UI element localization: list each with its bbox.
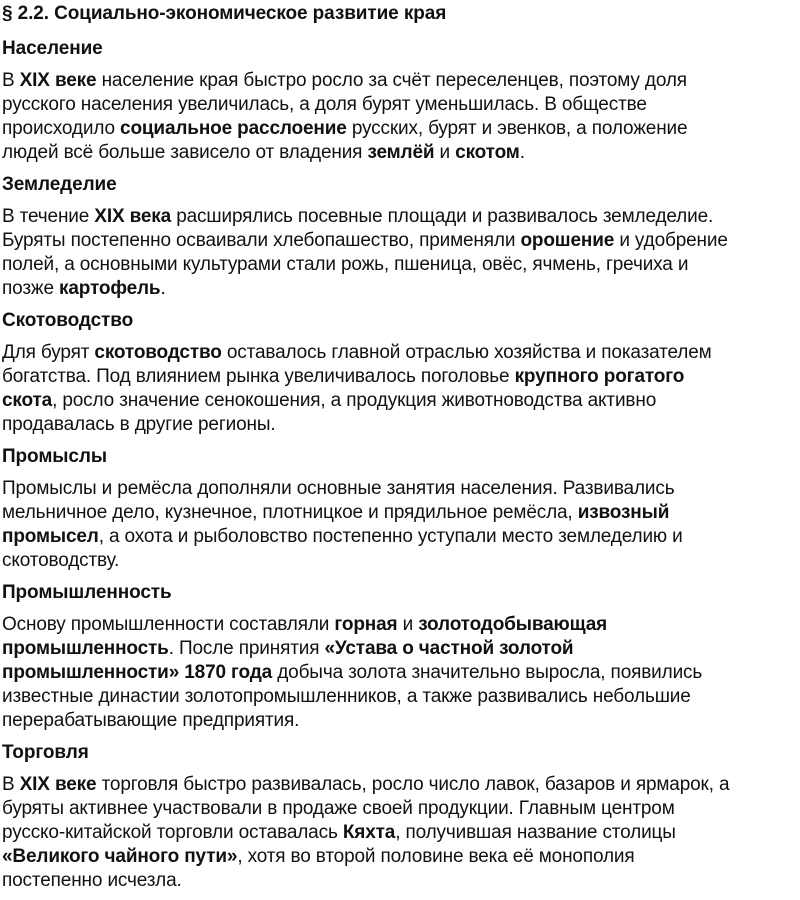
- text-run: расширялись посевные площади и развивалось земледелие.: [171, 206, 714, 227]
- text-run: русских, бурят и эвенков, а положение: [346, 118, 688, 139]
- text-run: полей, а основными культурами стали рожь, пшеница, овёс, ячмень, гречиха и: [2, 254, 689, 275]
- bold-term: скота: [2, 390, 53, 411]
- text-run: постепенно исчезла.: [2, 870, 182, 891]
- section-heading: Население: [2, 38, 103, 59]
- section-heading: Земледелие: [2, 174, 117, 195]
- paragraph-line: [2, 229, 800, 253]
- sections-container: [2, 37, 800, 893]
- text-run: . После принятия: [168, 638, 325, 659]
- section-paragraph: [2, 773, 800, 893]
- text-run: происходило: [2, 118, 121, 139]
- paragraph-line: [2, 277, 800, 301]
- paragraph-line: [2, 69, 800, 93]
- text-run: и удобрение: [614, 230, 728, 251]
- section-paragraph: [2, 205, 800, 301]
- text-run: и: [434, 142, 456, 163]
- text-run: население края быстро росло за счёт переселенцев, поэтому доля: [96, 70, 687, 91]
- text-run: торговля быстро развивалась, росло число лавок, базаров и ярмарок, а: [96, 774, 730, 795]
- text-run: .: [519, 142, 525, 163]
- bold-term: скотоводство: [94, 342, 222, 363]
- text-run: русско-китайской торговли оставалась: [2, 822, 343, 843]
- paragraph-line: [2, 501, 800, 525]
- paragraph-line: [2, 525, 800, 549]
- text-run: Для бурят: [2, 342, 95, 363]
- section-paragraph: [2, 613, 800, 733]
- bold-term: золотодобывающая: [418, 614, 608, 635]
- section-heading: Промыслы: [2, 446, 107, 467]
- paragraph-line: [2, 205, 800, 229]
- section: [2, 309, 800, 437]
- text-run: позже: [2, 278, 60, 299]
- paragraph-line: [2, 685, 800, 709]
- section: [2, 173, 800, 301]
- bold-term: Кяхта: [342, 822, 396, 843]
- document-title: § 2.2. Социально-экономическое развитие края: [2, 3, 447, 24]
- section: [2, 445, 800, 573]
- section-heading: Промышленность: [2, 582, 172, 603]
- bold-term: орошение: [520, 230, 615, 251]
- text-run: , а охота и рыболовство постепенно уступали место земледелию и: [98, 526, 683, 547]
- bold-term: «Устава о частной золотой: [324, 638, 574, 659]
- paragraph-line: [2, 613, 800, 637]
- text-run: добыча золота значительно выросла, появились: [272, 662, 703, 683]
- bold-term: промысел: [2, 526, 99, 547]
- paragraph-line: [2, 637, 800, 661]
- text-run: Буряты постепенно осваивали хлебопашество, применяли: [2, 230, 521, 251]
- bold-term: XIX века: [94, 206, 172, 227]
- paragraph-line: [2, 773, 800, 797]
- bold-term: XIX веке: [19, 774, 97, 795]
- section: [2, 37, 800, 165]
- text-run: мельничное дело, кузнечное, плотницкое и прядильное ремёсла,: [2, 502, 578, 523]
- bold-term: картофель: [59, 278, 161, 299]
- section-paragraph: [2, 341, 800, 437]
- paragraph-line: [2, 117, 800, 141]
- paragraph-line: [2, 821, 800, 845]
- text-run: перерабатывающие предприятия.: [2, 710, 300, 731]
- paragraph-line: [2, 869, 800, 893]
- bold-term: промышленность: [2, 638, 169, 659]
- bold-term: скотом: [455, 142, 520, 163]
- section: [2, 581, 800, 733]
- paragraph-line: [2, 797, 800, 821]
- bold-term: XIX веке: [19, 70, 97, 91]
- section-paragraph: [2, 477, 800, 573]
- text-run: В: [2, 70, 20, 91]
- text-run: богатства. Под влиянием рынка увеличивалось поголовье: [2, 366, 515, 387]
- text-run: Промыслы и ремёсла дополняли основные занятия населения. Развивались: [2, 478, 675, 499]
- text-run: Основу промышленности составляли: [2, 614, 335, 635]
- text-run: , росло значение сенокошения, а продукция животноводства активно: [52, 390, 657, 411]
- bold-term: промышленности» 1870 года: [2, 662, 273, 683]
- section-heading: Торговля: [2, 742, 89, 763]
- section: [2, 741, 800, 893]
- text-run: продавалась в другие регионы.: [2, 414, 276, 435]
- text-run: буряты активнее участвовали в продаже своей продукции. Главным центром: [2, 798, 675, 819]
- paragraph-line: [2, 365, 800, 389]
- bold-term: землёй: [367, 142, 435, 163]
- text-run: людей всё больше зависело от владения: [2, 142, 368, 163]
- paragraph-line: [2, 413, 800, 437]
- section-paragraph: [2, 69, 800, 165]
- paragraph-line: [2, 389, 800, 413]
- text-run: В: [2, 774, 20, 795]
- text-run: , получившая название столицы: [395, 822, 676, 843]
- paragraph-line: [2, 253, 800, 277]
- text-run: .: [160, 278, 166, 299]
- bold-term: социальное расслоение: [120, 118, 347, 139]
- paragraph-line: [2, 477, 800, 501]
- text-run: скотоводству.: [2, 550, 120, 571]
- text-run: В течение: [2, 206, 95, 227]
- paragraph-line: [2, 845, 800, 869]
- paragraph-line: [2, 709, 800, 733]
- section-heading: Скотоводство: [2, 310, 134, 331]
- text-run: известные династии золотопромышленников, а также развивались небольшие: [2, 686, 691, 707]
- paragraph-line: [2, 341, 800, 365]
- paragraph-line: [2, 661, 800, 685]
- text-run: , хотя во второй половине века её монополия: [237, 846, 635, 867]
- bold-term: «Великого чайного пути»: [2, 846, 238, 867]
- bold-term: крупного рогатого: [514, 366, 685, 387]
- bold-term: извозный: [577, 502, 670, 523]
- paragraph-line: [2, 549, 800, 573]
- text-run: и: [397, 614, 419, 635]
- paragraph-line: [2, 141, 800, 165]
- bold-term: горная: [334, 614, 398, 635]
- text-run: оставалось главной отраслью хозяйства и показателем: [221, 342, 712, 363]
- text-run: русского населения увеличилась, а доля бурят уменьшилась. В обществе: [2, 94, 647, 115]
- paragraph-line: [2, 93, 800, 117]
